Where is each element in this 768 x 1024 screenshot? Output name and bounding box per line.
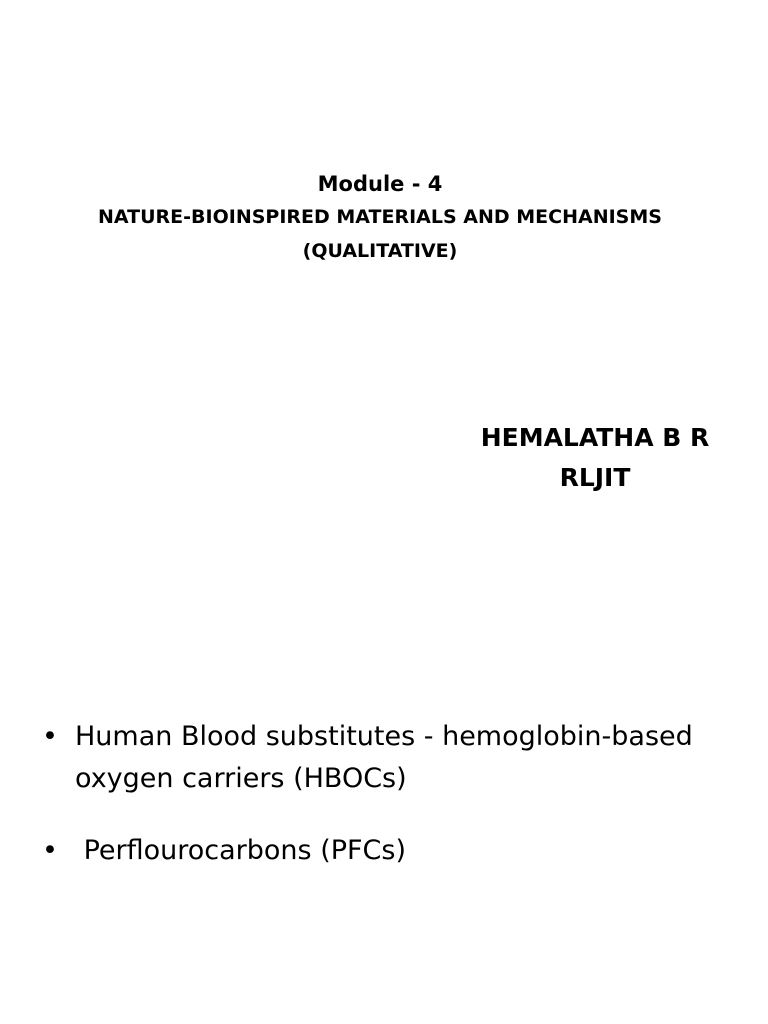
bullet-marker: • <box>42 835 58 866</box>
slide-title <box>0 168 760 268</box>
topic-heading-line-1: NATURE-BIOINSPIRED MATERIALS AND MECHANISMS <box>98 206 662 228</box>
module-heading: Module - 4 <box>317 172 443 196</box>
bullet-list <box>42 716 732 872</box>
bullet-text: Human Blood substitutes - hemoglobin-based oxygen carriers (HBOCs) <box>75 721 693 794</box>
author-block <box>440 418 750 498</box>
author-name: HEMALATHA B R <box>480 423 710 452</box>
topic-heading-line-2: (QUALITATIVE) <box>302 240 458 262</box>
bullet-text: Perflourocarbons (PFCs) <box>75 835 406 866</box>
bullet-item <box>42 716 732 800</box>
bullet-item <box>42 830 732 872</box>
author-institution: RLJIT <box>559 463 631 492</box>
bullet-marker: • <box>42 721 58 752</box>
